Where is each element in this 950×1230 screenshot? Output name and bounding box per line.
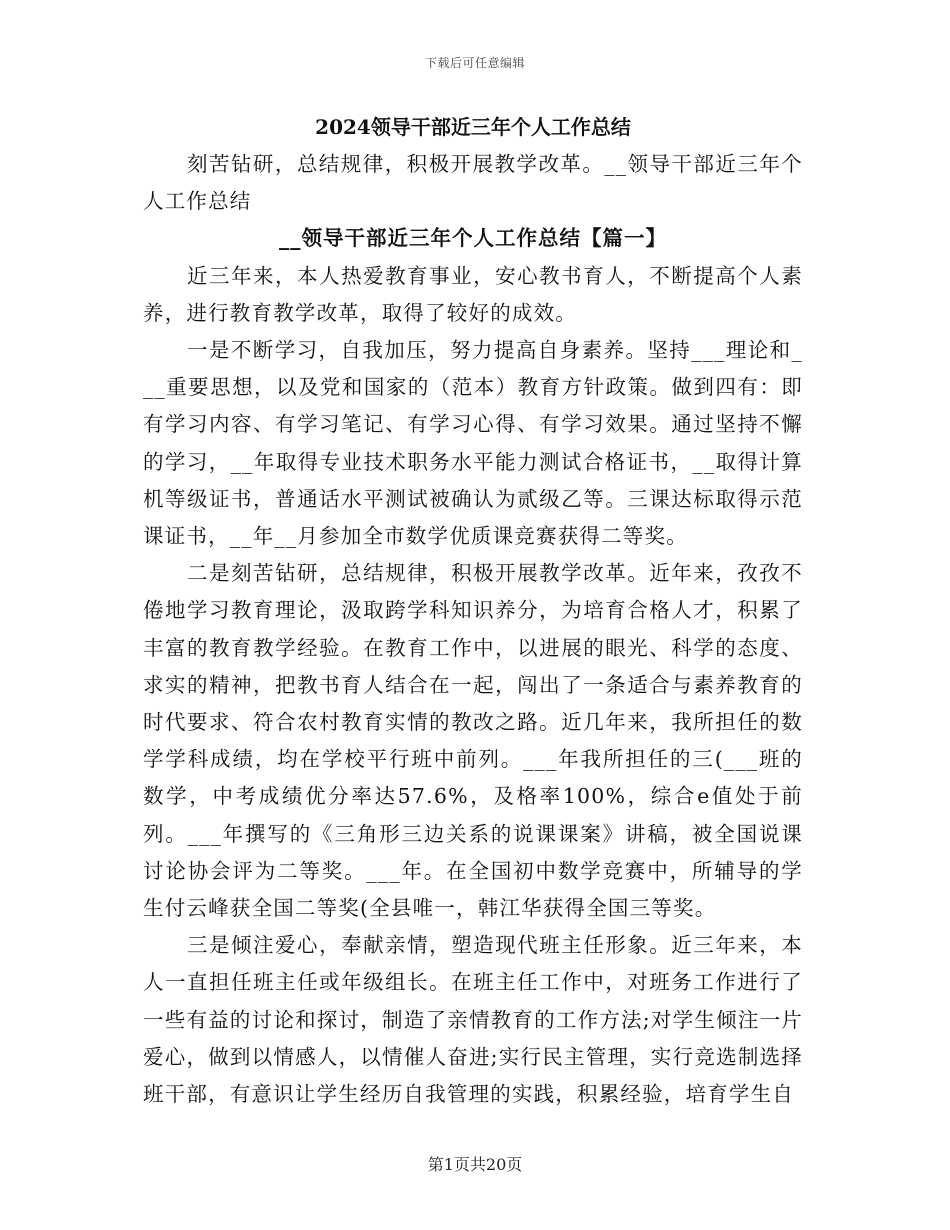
header-note: 下载后可任意编辑 [424,56,525,70]
body-paragraph: 近三年来，本人热爱教育事业，安心教书育人，不断提高个人素养，进行教育教学改革，取得了较好的成效。 [143,263,803,325]
body-paragraph: 三是倾注爱心，奉献亲情，塑造现代班主任形象。近三年来，本人一直担任班主任或年级组长。在班主任工作中，对班务工作进行了一些有益的讨论和探讨，制造了亲情教育的工作方法;对学生倾注一片爱心，做到以情感人，以情催人奋进;实行民主管理，实行竞选制选择班干部，有意识让学生经历自我管理的实践，积累经验，培育学生自 [143,933,803,1107]
intro-paragraph: 刻苦钻研，总结规律，积极开展教学改革。__领导干部近三年个人工作总结 [143,152,803,214]
body-paragraph: 一是不断学习，自我加压，努力提高自身素养。坚持___理论和___重要思想，以及党和国家的（范本）教育方针政策。做到四有：即有学习内容、有学习笔记、有学习心得、有学习效果。通过坚持不懈的学习，__年取得专业技术职务水平能力测试合格证书，__取得计算机等级证书，普通话水平测试被确认为贰级乙等。三课达标取得示范课证书，__年__月参加全市数学优质课竞赛获得二等奖。 [143,338,803,549]
section-heading: __领导干部近三年个人工作总结【篇一】 [279,226,667,251]
document-body [143,112,803,1113]
document-title: 2024领导干部近三年个人工作总结 [315,115,631,139]
body-paragraph: 二是刻苦钻研，总结规律，积极开展教学改革。近年来，孜孜不倦地学习教育理论，汲取跨学科知识养分，为培育合格人才，积累了丰富的教育教学经验。在教育工作中，以进展的眼光、科学的态度、求实的精神，把教书育人结合在一起，闯出了一条适合与素养教育的时代要求、符合农村教育实情的教改之路。近几年来，我所担任的数学学科成绩，均在学校平行班中前列。___年我所担任的三(___班的数学，中考成绩优分率达57.6%，及格率100%，综合e值处于前列。___年撰写的《三角形三边关系的说课课案》讲稿，被全国说课讨论协会评为二等奖。___年。在全国初中数学竞赛中，所辅导的学生付云峰获全国二等奖(全县唯一，韩江华获得全国三等奖。 [143,561,803,921]
page-number-footer: 第1页共20页 [427,1155,523,1174]
